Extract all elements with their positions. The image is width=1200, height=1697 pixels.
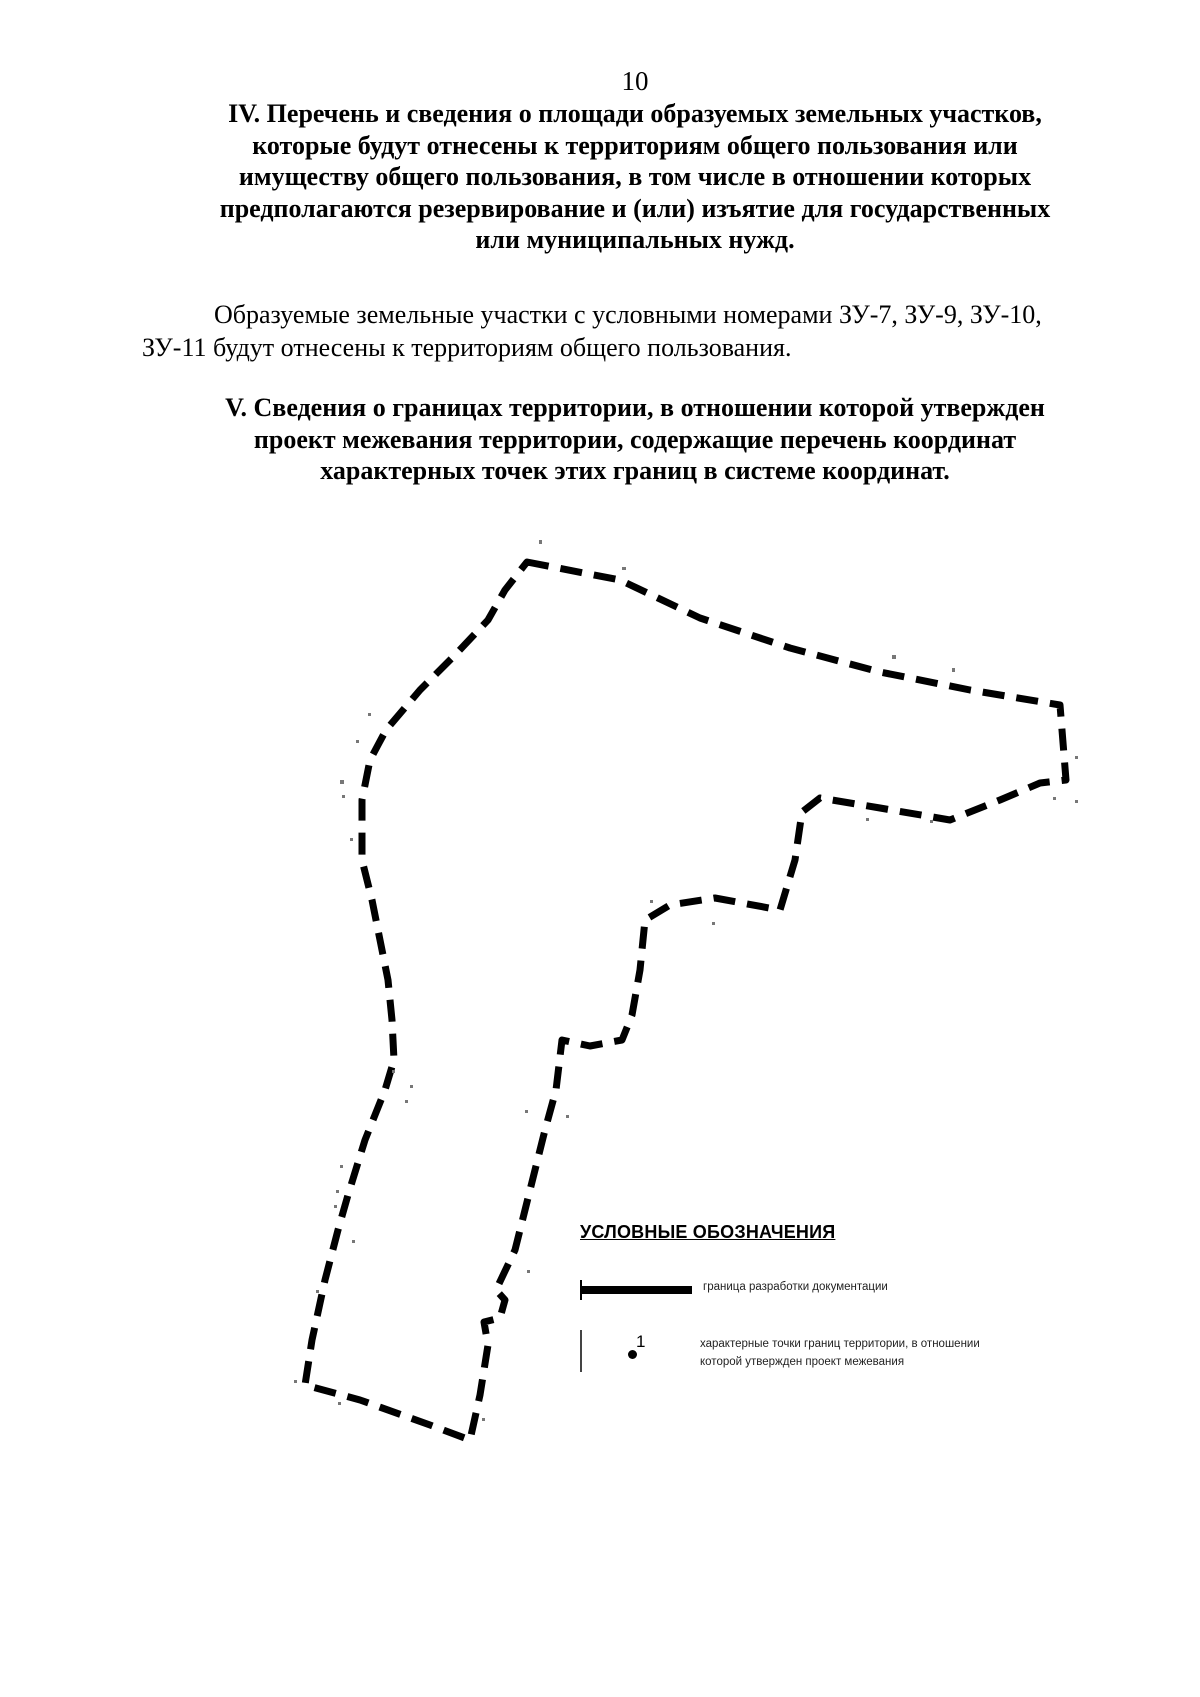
legend-bracket <box>580 1330 582 1372</box>
legend-title: УСЛОВНЫЕ ОБОЗНАЧЕНИЯ <box>580 1222 836 1242</box>
body-paragraph-line: Образуемые земельные участки с условными номерами ЗУ-7, ЗУ-9, ЗУ-10, <box>214 300 1042 329</box>
legend-boundary-label: граница разработки документации <box>703 1281 888 1293</box>
section-4-heading-line: которые будут отнесены к территориям общего пользования или <box>252 130 1018 160</box>
body-paragraph-line: ЗУ-11 будут отнесены к территориям общего пользования. <box>142 333 792 362</box>
section-4-heading-line: имуществу общего пользования, в том числе в отношении которых <box>238 162 1032 191</box>
legend-point-number: 1 <box>636 1332 646 1351</box>
map-legend <box>580 1222 1100 1368</box>
section-5-heading <box>0 392 1200 487</box>
boundary-map-drawing <box>0 520 1200 1460</box>
legend-points-label-line1: характерные точки границ территории, в отношении <box>700 1338 980 1350</box>
boundary-map <box>0 520 1200 1460</box>
section-4-heading-line: или муниципальных нужд. <box>475 225 795 254</box>
section-4-heading-line: IV. Перечень и сведения о площади образуемых земельных участков, <box>228 99 1042 128</box>
section-4-heading-line: предполагаются резервирование и (или) изъятие для государственных <box>219 193 1051 223</box>
section-5-heading-line: проект межевания территории, содержащие перечень координат <box>253 424 1017 454</box>
section-4-heading <box>0 98 1200 256</box>
boundary-scan-specks <box>294 540 1078 1460</box>
legend-points-label-line2: которой утвержден проект межевания <box>700 1356 905 1368</box>
legend-boundary-line-symbol <box>580 1286 692 1294</box>
body-paragraph <box>142 298 1142 364</box>
section-5-heading-line: V. Сведения о границах территории, в отношении которой утвержден <box>225 393 1045 422</box>
page-number: 10 <box>621 66 649 96</box>
section-5-heading-line: характерных точек этих границ в системе координат. <box>320 456 950 485</box>
legend-item-points <box>580 1330 1100 1382</box>
territory-boundary-line <box>305 562 1066 1440</box>
legend-item-boundary <box>580 1274 1100 1304</box>
